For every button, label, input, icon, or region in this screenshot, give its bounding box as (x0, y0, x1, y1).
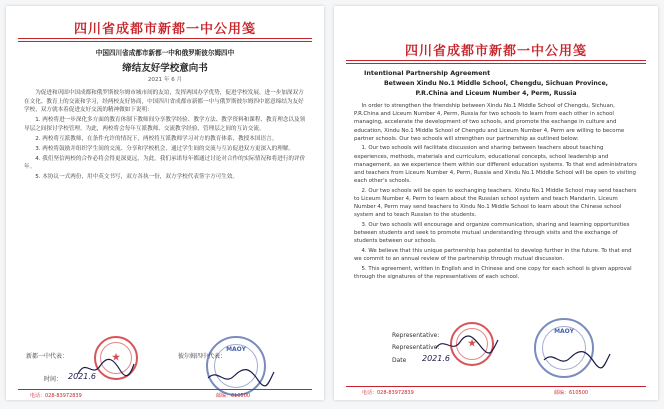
paragraph: 3. Our two schools will encourage and organize communication, sharing and learning opportunities between students and seek to promote mutual understanding through visits and the exchange of students between our schools. (354, 222, 630, 245)
time-label: 时间： (44, 376, 63, 383)
paragraph: 4. 我们坚信两校的合作必将会得更深更远，为此，我们承诺每年都通过讨论对合作的实际情况和将进行的评价年。 (24, 155, 306, 171)
paragraph: 3. 两校将鼓励并组织学生间的交流、分享和学校机会，通过学生间的交流与互访促进双方更深入的理解。 (35, 145, 295, 152)
paragraph: In order to strengthen the friendship between Xindu No.1 Middle School of Chengdu, Sichuan, P.R.China and Liceum Number 4, Perm, Russia for two schools to learn from each other in school managing, accelerate the development of two schools, and promote the exchange in culture and education, Xindu No.1 Middle School of Chengdu and Liceum Number 4, Perm are willing to become partner schools. Our two schools will strengthen our partnership as outlined below: (354, 103, 625, 142)
paragraph: 为促进和巩固中国成都和俄罗斯彼尔姆市城市间的友谊，发挥两国办学优势，促进学校发展，进一步加深双方在文化、教育上的交流和学习，经两校友好协商，中国四川省成都市新都一中与俄罗斯彼尔姆四中愿意缔结为友好学校，双方就本着促进友好交流的精神做如下说明： (24, 90, 304, 114)
chinese-document-page (6, 6, 324, 400)
representative-label-1: Representative: (392, 332, 440, 339)
doc-date: 2021 年 6 月 (147, 77, 183, 83)
paragraph: 2. Our two schools will be open to exchanging teachers. Xindu No.1 Middle School may send teachers to Liceum Number 4, Perm to learn about the Russian school system and teach Mandarin. Liceum Number 4, Perm may send teachers to Xindu No.1 Middle School to learn about the Chinese school system and to teach Russian to the students. (354, 187, 637, 219)
letterhead-rule (346, 60, 646, 61)
school-seal-red: ★ (450, 322, 494, 366)
footer-phone: 电话：028-83972839 (30, 393, 82, 399)
letterhead-rule-thin (346, 63, 646, 64)
paragraph: 5. 本协议一式两份，用中英文书写，双方各执一份，双方学校代表签字方可生效。 (35, 174, 239, 181)
footer-rule (346, 386, 646, 387)
footer-rule (18, 389, 312, 390)
english-document-page (334, 6, 658, 400)
seal-text: MAOY (226, 346, 246, 353)
paragraph: 2. 两校将互派教师，在条件允许的情况下，两校将互派教师学习对方的教育体系，教授本国语言。 (35, 135, 278, 142)
signature-label-left: 新都一中代表： (26, 353, 69, 360)
letterhead-title: 四川省成都市新都一中公用笺 (404, 44, 587, 59)
school-seal-red: ★ (94, 336, 138, 380)
paragraph: 4. We believe that this unique partnership has potential to develop further in the future. To that end we commit to an annual review of the partnership through mutual discussion. (354, 248, 632, 263)
doc-title-line1: Intentional Partnership Agreement (364, 69, 491, 77)
seal-text: MAOY (554, 328, 574, 335)
doc-title-line2: Between Xindu No.1 Middle School, Chengdu, Sichuan Province, (383, 80, 609, 87)
doc-title-line2: 缔结友好学校意向书 (122, 63, 208, 74)
handwritten-signature-right (542, 348, 612, 370)
time-value: 2021.6 (68, 372, 96, 381)
handwritten-signature-left (76, 356, 136, 380)
date-value: 2021.6 (422, 354, 450, 363)
letterhead-rule (18, 38, 312, 39)
footer-phone: 电话：028-83972839 (362, 390, 414, 396)
paragraph: 1. Our two schools will facilitate discussion and sharing between teachers about teaching experiences, methods, materials and curriculum, educational concepts, school leadership and management, as we experience them within our different education systems. To that end administrators and teachers from Liceum Number 4, Perm, Russia and Xindu No.1 Middle School will be open to visiting each other's schools. (354, 145, 637, 185)
doc-title-line3: P.R.China and Liceum Number 4, Perm, Russia (415, 90, 577, 97)
paragraph: 5. This agreement, written in English and in Chinese and one copy for each school is given approval through the signatures of the representatives of each school. (354, 265, 632, 281)
representative-label-2: Representative: (392, 344, 440, 351)
doc-body (354, 102, 638, 334)
footer-postcode: 邮编：610500 (554, 390, 589, 396)
signature-label-right: 彼尔姆四中代表： (178, 353, 227, 360)
doc-body (24, 89, 306, 329)
letterhead-title: 四川省成都市新都一中公用笺 (73, 22, 256, 37)
letterhead-rule-thin (18, 41, 312, 42)
doc-title-line1: 中国四川省成都市新都一中和俄罗斯彼尔姆四中 (95, 49, 235, 57)
paragraph: 1. 两校将进一步深化多方面的教育体制下教师间分享教学经验、教学方法、教学资料和课程、教育理念以及领导层之间探讨学校管理。为此，两校将会每年互派教师、交流教学经验、管理层之间的互访交流。 (24, 117, 306, 132)
footer-postcode: 邮编：610500 (216, 393, 251, 399)
handwritten-signature-right (206, 366, 276, 388)
handwritten-signature-left (434, 334, 500, 356)
date-label: Date (392, 357, 407, 364)
